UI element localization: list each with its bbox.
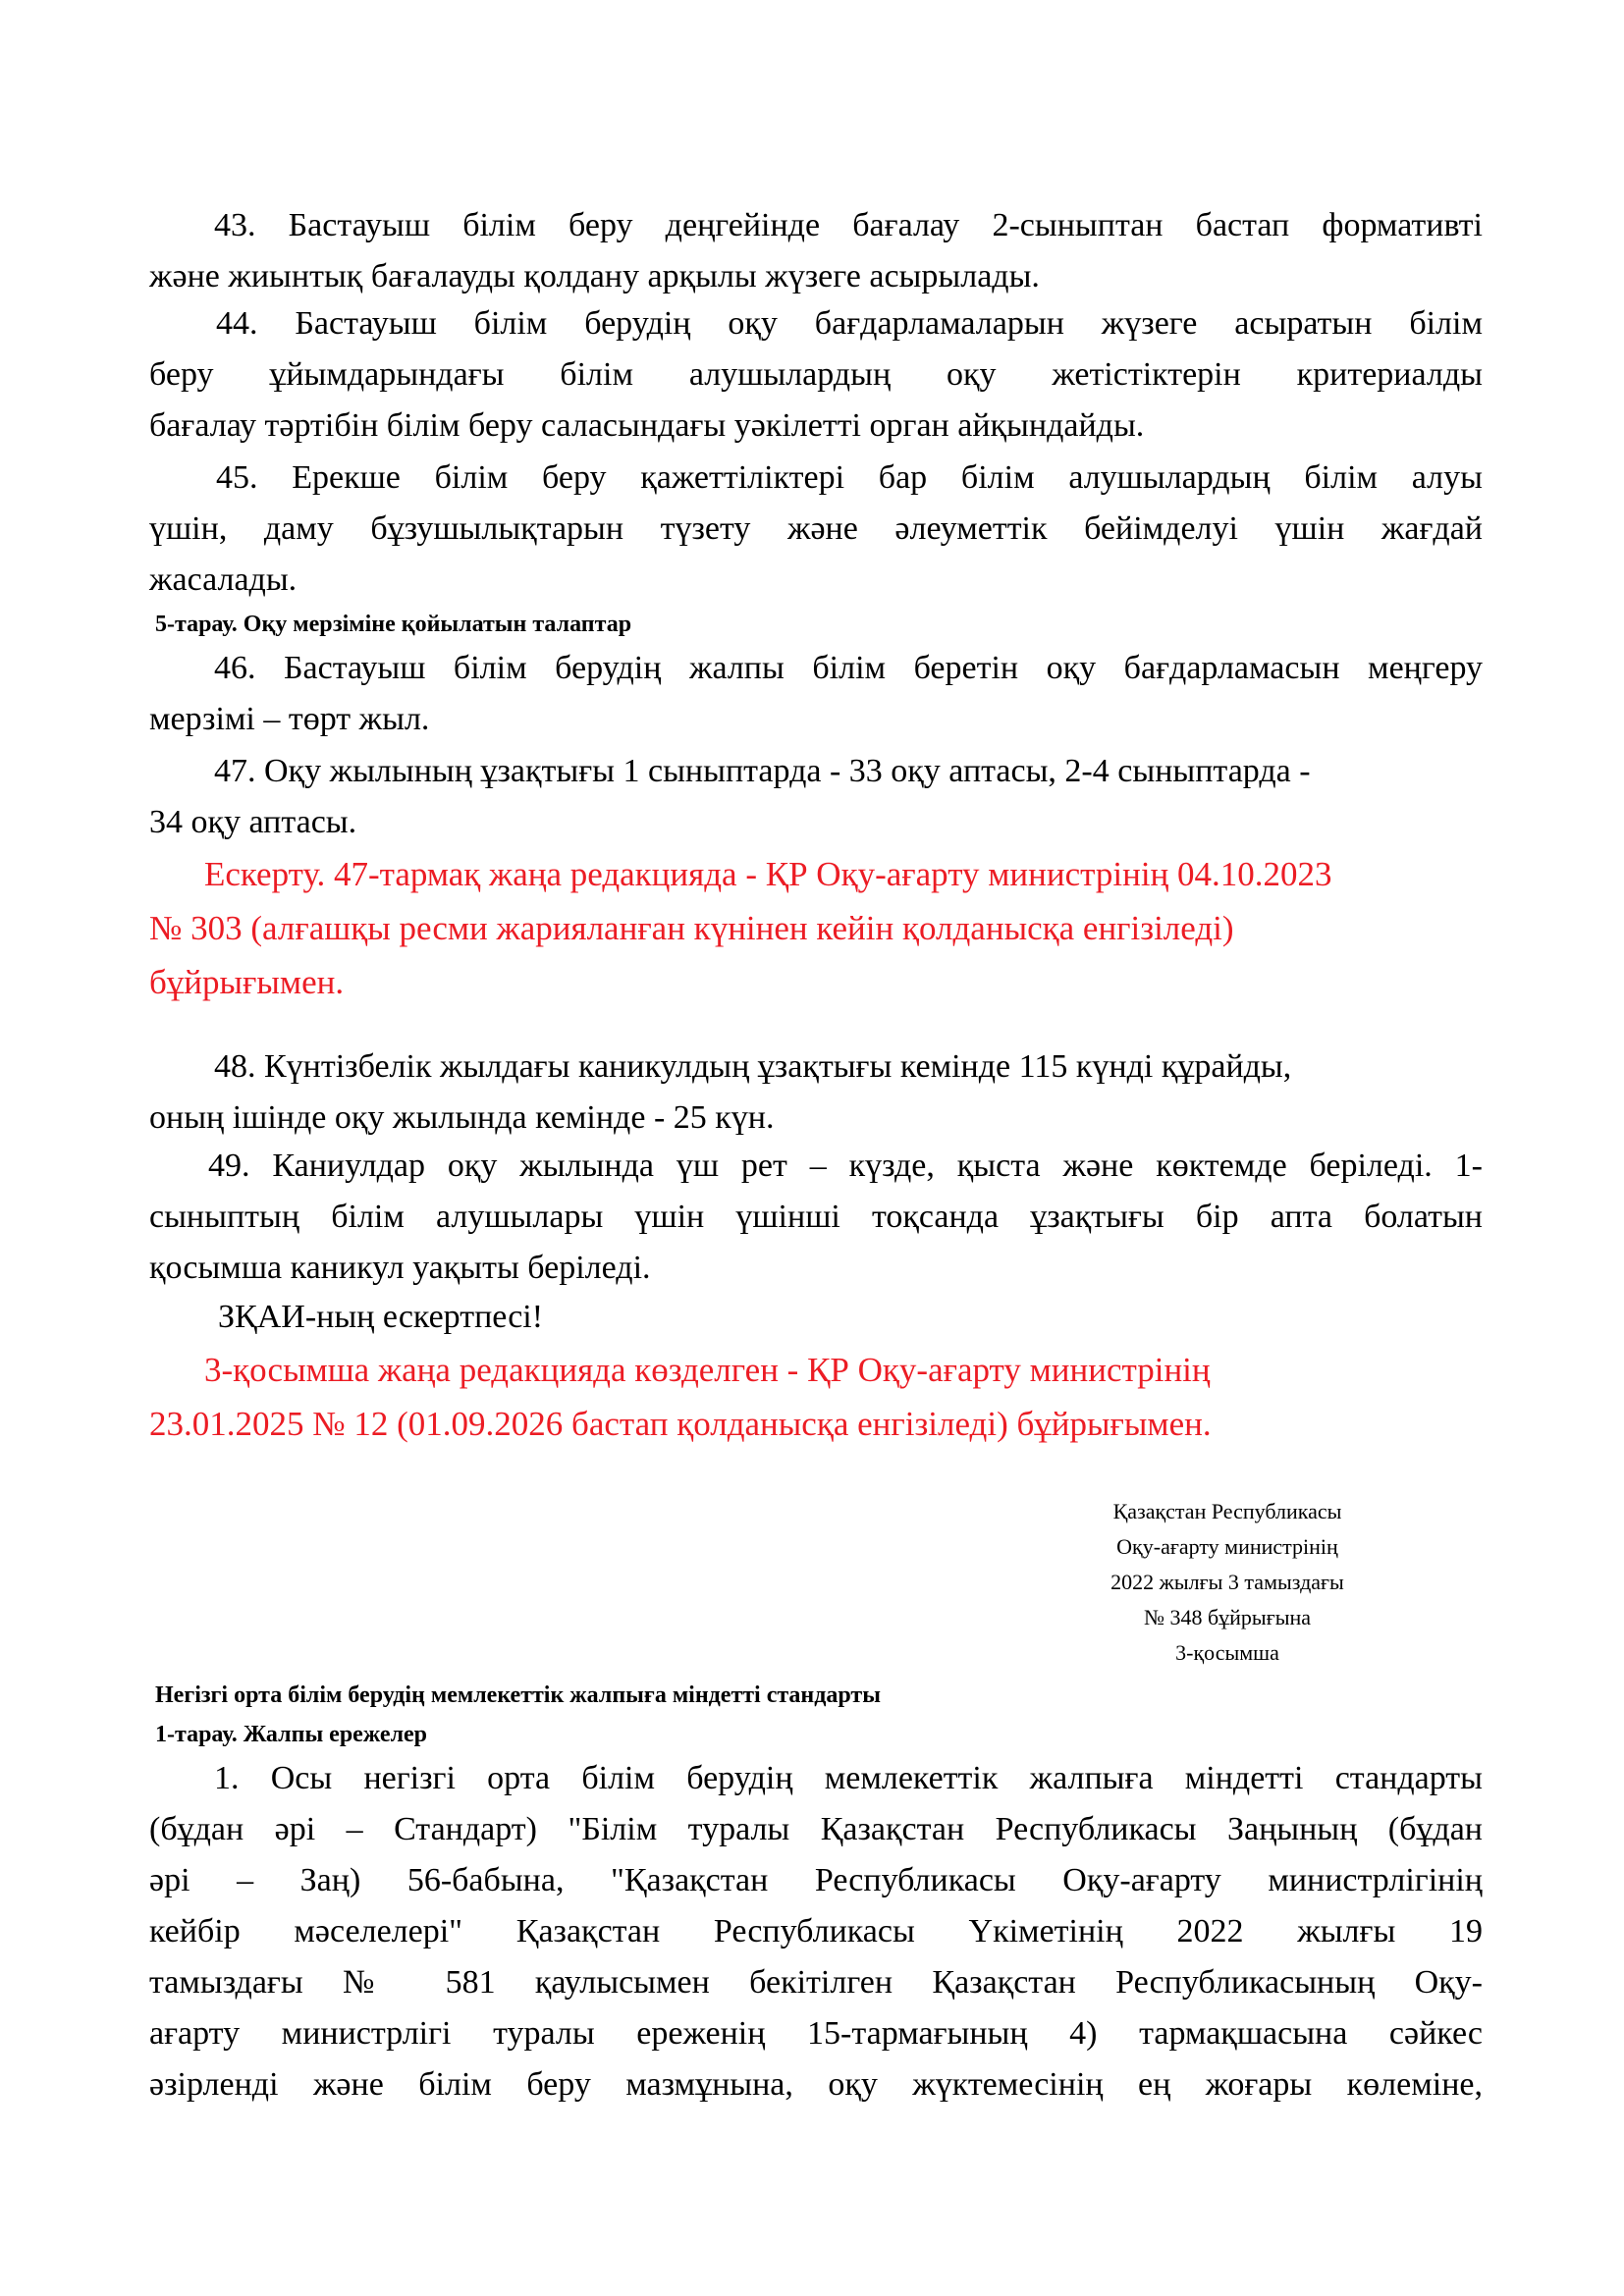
- stamp-line: Оқу-ағарту министрінің: [1116, 1534, 1338, 1559]
- paragraph-line: кейбір мәселелері" Қазақстан Республикасы Үкіметінің 2022 жылғы 19: [149, 1913, 1483, 1949]
- section-5-heading: 5-тарау. Оқу мерзіміне қойылатын талаптар: [155, 612, 632, 637]
- stamp-line: 2022 жылғы 3 тамыздағы: [1110, 1570, 1344, 1594]
- stamp-line: 3-қосымша: [1175, 1640, 1279, 1665]
- paragraph-line: беру ұйымдарындағы білім алушылардың оқу жетістіктерін критериалды: [149, 356, 1483, 393]
- paragraph-43: [149, 200, 1483, 302]
- section-1-heading: 1-тарау. Жалпы ережелер: [155, 1722, 428, 1747]
- paragraph-line: ағарту министрлігі туралы ереженің 15-тармағының 4) тармақшасына сәйкес: [149, 2015, 1483, 2052]
- paragraph-line: үшін, даму бұзушылықтарын түзету және әлеуметтік бейімделуі үшін жағдай: [149, 510, 1483, 547]
- zqai-note-label: [149, 1292, 1483, 1343]
- paragraph-46: [149, 643, 1483, 745]
- paragraph-line: 43. Бастауыш білім беру деңгейінде бағалау 2-сыныптан бастап формативті: [214, 207, 1483, 243]
- paragraph-line: 47. Оқу жылының ұзақтығы 1 сыныптарда - 33 оқу аптасы, 2-4 сыныптарда -: [214, 753, 1311, 789]
- paragraph-45: [149, 453, 1483, 606]
- paragraph-line: әрі – Заң) 56-бабына, "Қазақстан Республикасы Оқу-ағарту министрлігінің: [149, 1862, 1483, 1898]
- paragraph-line: (бұдан әрі – Стандарт) "Білім туралы Қазақстан Республикасы Заңының (бұдан: [149, 1811, 1483, 1847]
- note-line: 23.01.2025 № 12 (01.09.2026 бастап қолданысқа енгізіледі) бұйрығымен.: [149, 1405, 1212, 1443]
- stamp-line: № 348 бұйрығына: [1143, 1605, 1312, 1629]
- paragraph-line: мерзімі – төрт жыл.: [149, 701, 430, 737]
- note-label: ЗҚАИ-ның ескертпесі!: [218, 1299, 544, 1335]
- paragraph-line: 34 оқу аптасы.: [149, 804, 357, 840]
- paragraph-44: [149, 298, 1483, 452]
- standard-title: Негізгі орта білім берудің мемлекеттік жалпыға міндетті стандарты: [155, 1682, 881, 1708]
- paragraph-line: әзірленді және білім беру мазмұнына, оқу жүктемесінің ең жоғары көлеміне,: [149, 2066, 1483, 2103]
- note-line: № 303 (алғашқы ресми жарияланған күнінен кейін қолданысқа енгізіледі): [149, 909, 1234, 947]
- paragraph-line: 46. Бастауыш білім берудің жалпы білім беретін оқу бағдарламасын меңгеру: [214, 650, 1483, 686]
- paragraph-line: қосымша каникул уақыты беріледі.: [149, 1250, 651, 1286]
- paragraph-line: 45. Ерекше білім беру қажеттіліктері бар білім алушылардың білім алуы: [216, 459, 1483, 496]
- paragraph-47: [149, 746, 1483, 848]
- stamp-line: Қазақстан Республикасы: [1112, 1499, 1342, 1523]
- note-line: 3-қосымша жаңа редакцияда көзделген - ҚР Оқу-ағарту министрінің: [204, 1351, 1211, 1389]
- amendment-note-appendix-3: [149, 1343, 1483, 1451]
- paragraph-line: оның ішінде оқу жылында кемінде - 25 күн.: [149, 1099, 775, 1136]
- paragraph-line: және жиынтық бағалауды қолдану арқылы жүзеге асырылады.: [149, 258, 1040, 294]
- paragraph-line: жасалады.: [149, 561, 298, 598]
- paragraph-line: 49. Каниулдар оқу жылында үш рет – күзде, қыста және көктемде беріледі. 1-: [208, 1148, 1483, 1184]
- paragraph-1: [149, 1753, 1483, 2110]
- paragraph-49: [149, 1141, 1483, 1294]
- appendix-stamp: [1011, 1494, 1443, 1671]
- paragraph-line: 44. Бастауыш білім берудің оқу бағдарламаларын жүзеге асыратын білім: [216, 305, 1483, 342]
- paragraph-line: бағалау тәртібін білім беру саласындағы уәкілетті орган айқындайды.: [149, 407, 1145, 444]
- paragraph-line: сыныптың білім алушылары үшін үшінші тоқсанда ұзақтығы бір апта болатын: [149, 1199, 1483, 1235]
- paragraph-line: тамыздағы № 581 қаулысымен бекітілген Қазақстан Республикасының Оқу-: [149, 1964, 1483, 2001]
- paragraph-48: [149, 1041, 1483, 1144]
- paragraph-line: 1. Осы негізгі орта білім берудің мемлекеттік жалпыға міндетті стандарты: [214, 1760, 1483, 1796]
- note-line: бұйрығымен.: [149, 963, 345, 1001]
- paragraph-line: 48. Күнтізбелік жылдағы каникулдың ұзақтығы кемінде 115 күнді құрайды,: [214, 1048, 1292, 1085]
- amendment-note-47: [149, 847, 1483, 1009]
- note-line: Ескерту. 47-тармақ жаңа редакцияда - ҚР Оқу-ағарту министрінің 04.10.2023: [204, 855, 1332, 893]
